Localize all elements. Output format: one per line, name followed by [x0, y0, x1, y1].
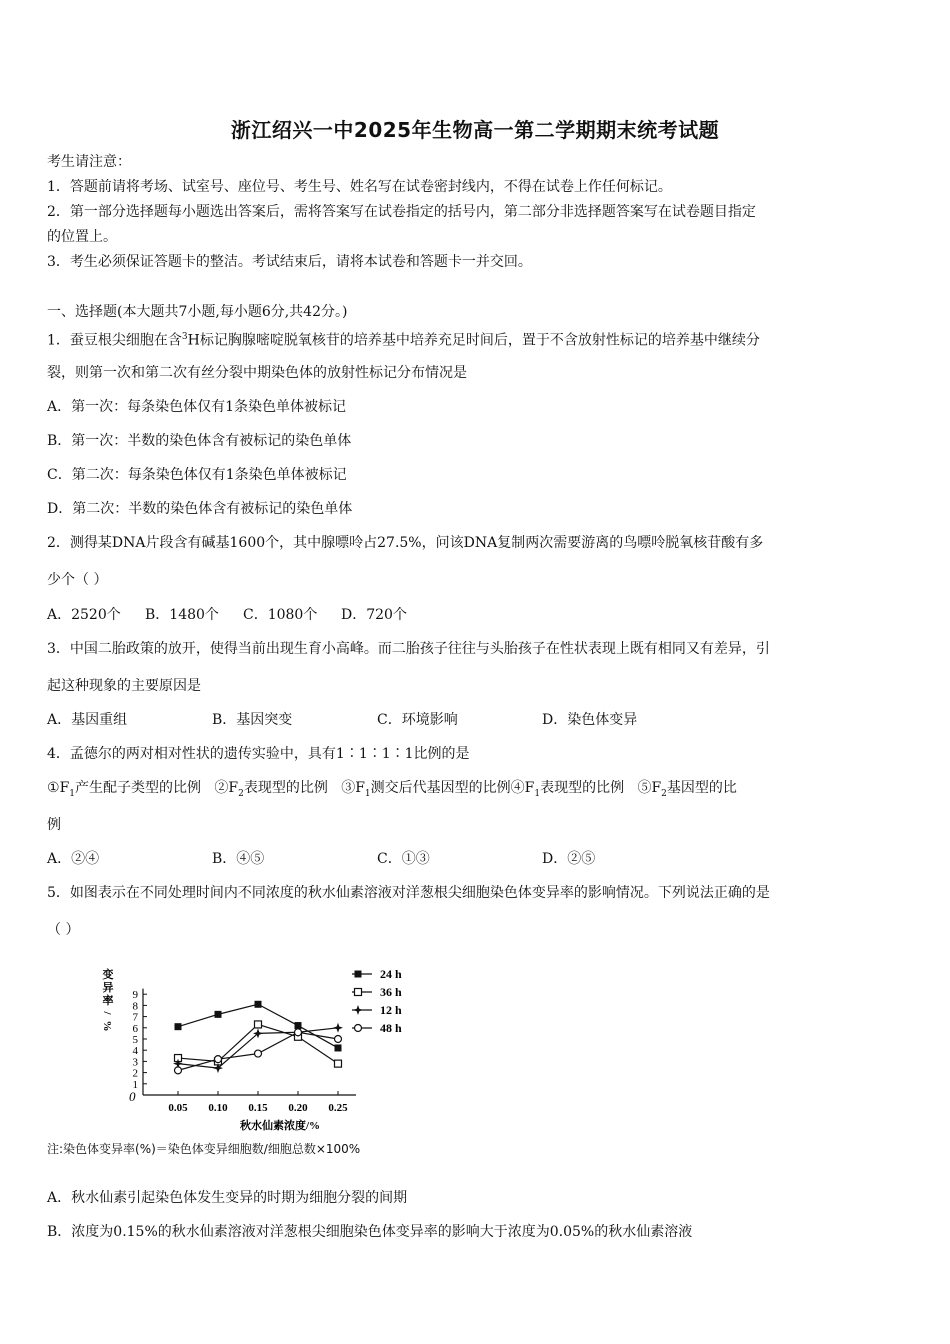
legend-label: 48 h — [380, 1021, 402, 1035]
page-title: 浙江绍兴一中2025年生物高一第二学期期末统考试题 — [230, 118, 720, 142]
y-axis-label-char: 变 — [102, 969, 114, 981]
question-3-stem-cont: 起这种现象的主要原因是 — [47, 678, 201, 694]
question-number: 4． — [47, 746, 70, 762]
question-4-option-d[interactable]: D．②⑤ — [542, 851, 596, 867]
question-2-stem: 2．测得某DNA片段含有碱基1600个，其中腺嘌呤占27.5%，问该DNA复制两次需要游离的鸟嘌呤脱氧核苷酸有多 — [47, 535, 764, 551]
legend-label: 36 h — [380, 985, 402, 999]
question-4-option-c[interactable]: C．①③ — [377, 851, 430, 867]
question-4-option-a[interactable]: A．②④ — [47, 851, 100, 867]
y-axis-label-char: 异 — [102, 982, 114, 994]
question-2-option-b[interactable]: B．1480个 — [145, 607, 219, 623]
legend-marker — [355, 971, 362, 978]
y-tick-label: 8 — [132, 1000, 138, 1013]
legend-label: 12 h — [380, 1003, 402, 1017]
question-4-items-cont: 例 — [47, 817, 61, 833]
question-1-option-b[interactable]: B．第一次：半数的染色体含有被标记的染色单体 — [47, 433, 352, 449]
data-point — [333, 1023, 343, 1033]
question-2-stem-cont: 少个（ ） — [47, 572, 108, 588]
data-point — [335, 1060, 342, 1067]
question-4-stem: 4．孟德尔的两对相对性状的遗传实验中，具有1∶1∶1∶1比例的是 — [47, 746, 470, 762]
section-heading: 一、选择题(本大题共7小题,每小题6分,共42分。) — [47, 304, 348, 320]
y-tick-label: 9 — [132, 989, 138, 1002]
data-point — [295, 1029, 302, 1036]
notice-item-3: 3．考生必须保证答题卡的整洁。考试结束后，请将本试卷和答题卡一并交回。 — [47, 254, 532, 270]
x-axis-label: 秋水仙素浓度/% — [239, 1120, 321, 1132]
notice-item-2-cont: 的位置上。 — [47, 229, 117, 245]
x-tick-label: 0.10 — [208, 1102, 228, 1114]
question-4-items: $①F_1$产生配子类型的比例 $②F_2$表现型的比例 $③F_1$测交后代基因型的比例$④F_1$表现型的比例 $⑤F_2$基因型的比 — [47, 780, 737, 799]
y-tick-label: 6 — [132, 1022, 138, 1035]
data-point — [255, 1001, 262, 1008]
question-3-option-c[interactable]: C．环境影响 — [377, 712, 458, 728]
notice-item-2: 2．第一部分选择题每小题选出答案后，需将答案写在试卷指定的括号内，第二部分非选择题答案写在试卷题目指定 — [47, 204, 756, 220]
y-tick-label: 2 — [132, 1067, 138, 1080]
notice-item-1: 1．答题前请将考场、试室号、座位号、考生号、姓名写在试卷密封线内，不得在试卷上作任何标记。 — [47, 179, 672, 195]
question-number: 3． — [47, 641, 70, 657]
question-2-option-a[interactable]: A．2520个 — [47, 607, 121, 623]
y-tick-label: 1 — [132, 1078, 138, 1091]
legend-label: 24 h — [380, 967, 402, 981]
data-point — [215, 1011, 222, 1018]
question-4-option-b[interactable]: B．④⑤ — [212, 851, 265, 867]
question-5-stem-cont: （ ） — [47, 922, 80, 938]
question-1-option-a[interactable]: A．第一次：每条染色体仅有1条染色单体被标记 — [47, 399, 347, 415]
y-axis-label-char: % — [101, 1020, 113, 1032]
data-point — [335, 1036, 342, 1043]
legend-marker — [355, 1025, 362, 1032]
chart-note: 注:染色体变异率(%)＝染色体变异细胞数/细胞总数×100% — [47, 1142, 361, 1156]
question-4-options — [47, 849, 912, 869]
notice-heading: 考生请注意： — [47, 154, 131, 170]
question-1-stem-cont: 裂，则第一次和第二次有丝分裂中期染色体的放射性标记分布情况是 — [47, 365, 467, 381]
question-number: 1． — [47, 332, 70, 349]
question-5-option-b[interactable]: B．浓度为0.15%的秋水仙素溶液对洋葱根尖细胞染色体变异率的影响大于浓度为0.05%的秋水仙素溶液 — [47, 1224, 693, 1240]
question-3-stem: 3．中国二胎政策的放开，使得当前出现生育小高峰。而二胎孩子往往与头胎孩子在性状表现上既有相同又有差异，引 — [47, 641, 770, 657]
origin-label: 0 — [129, 1089, 136, 1104]
data-point — [255, 1021, 262, 1028]
y-axis-label-char: / — [101, 1011, 113, 1015]
y-axis-label-char: 率 — [102, 995, 114, 1007]
question-number: 5． — [47, 885, 70, 901]
question-5-stem: 5．如图表示在不同处理时间内不同浓度的秋水仙素溶液对洋葱根尖细胞染色体变异率的影响情况。下列说法正确的是 — [47, 885, 770, 901]
question-1-option-c[interactable]: C．第二次：每条染色体仅有1条染色单体被标记 — [47, 467, 347, 483]
question-5-option-a[interactable]: A．秋水仙素引起染色体发生变异的时期为细胞分裂的间期 — [47, 1190, 408, 1206]
question-2-option-d[interactable]: D．720个 — [341, 607, 407, 623]
y-tick-label: 7 — [132, 1011, 138, 1024]
y-tick-label: 5 — [132, 1034, 138, 1046]
question-2-option-c[interactable]: C．1080个 — [243, 607, 318, 623]
y-tick-label: 4 — [132, 1045, 138, 1058]
question-2-options — [47, 605, 912, 625]
data-point — [335, 1044, 342, 1051]
x-tick-label: 0.20 — [288, 1102, 308, 1114]
legend-marker — [353, 1005, 363, 1015]
data-point — [175, 1067, 182, 1074]
question-3-option-d[interactable]: D．染色体变异 — [542, 712, 638, 728]
x-tick-label: 0.15 — [248, 1102, 268, 1114]
x-tick-label: 0.25 — [328, 1102, 348, 1114]
data-point — [255, 1050, 262, 1057]
variation-rate-chart — [40, 955, 470, 1165]
question-number: 2． — [47, 535, 70, 551]
x-tick-label: 0.05 — [168, 1102, 188, 1114]
question-3-option-b[interactable]: B．基因突变 — [212, 712, 293, 728]
question-3-options — [47, 710, 912, 730]
data-point — [175, 1023, 182, 1030]
legend-marker — [355, 989, 362, 996]
y-tick-label: 3 — [132, 1056, 138, 1069]
question-1-option-d[interactable]: D．第二次：半数的染色体含有被标记的染色单体 — [47, 501, 353, 517]
question-1-stem: 1．蚕豆根尖细胞在含$^3$H标记胸腺嘧啶脱氧核苷的培养基中培养充足时间后，置于不含放射性标记的培养基中继续分 — [47, 332, 760, 349]
question-3-option-a[interactable]: A．基因重组 — [47, 712, 128, 728]
data-point — [215, 1056, 222, 1063]
